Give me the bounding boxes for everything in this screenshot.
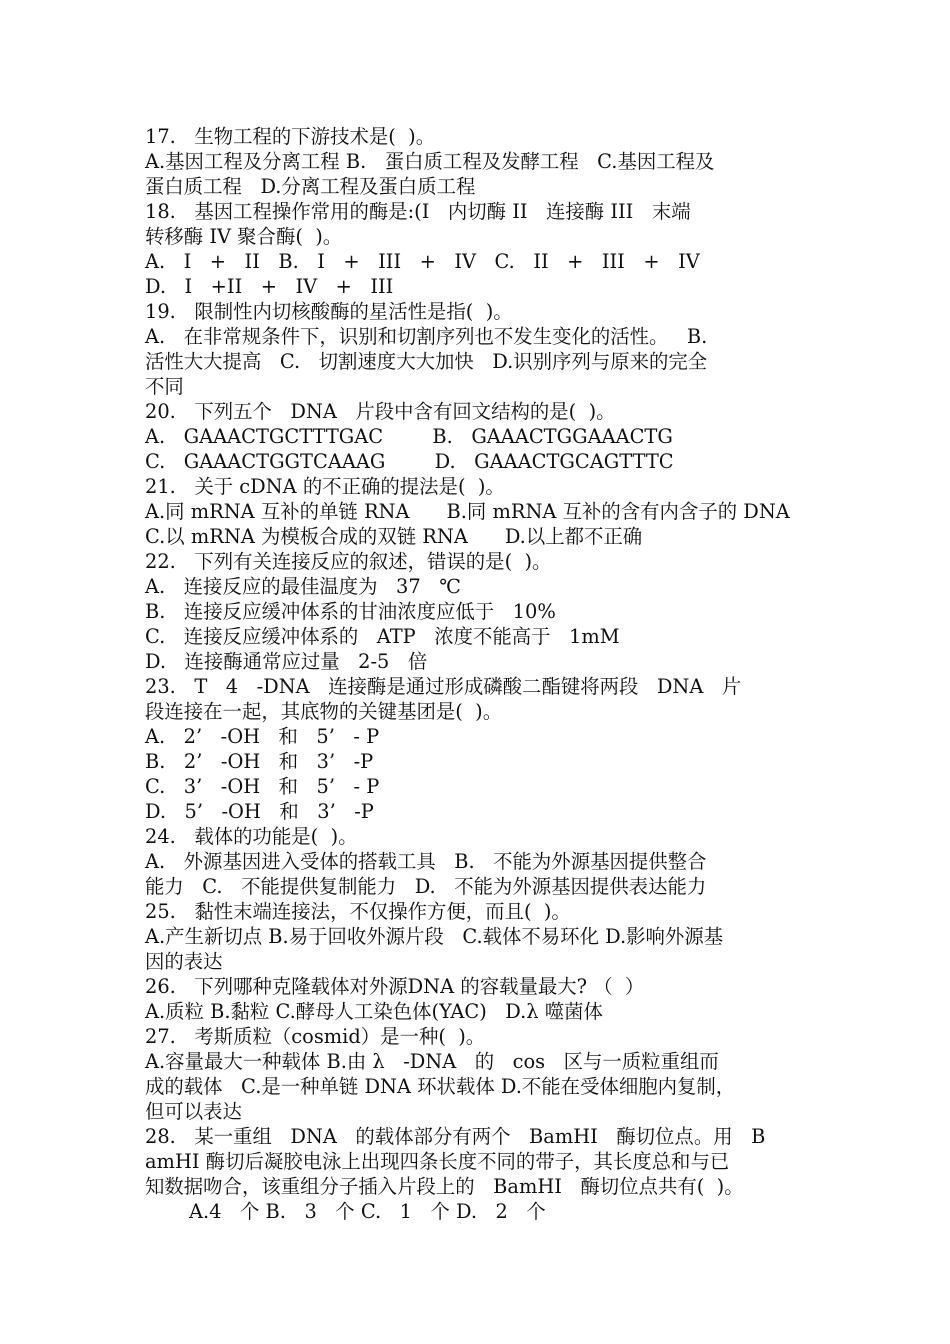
text-line: 转移酶 IV 聚合酶( )。 <box>145 225 343 248</box>
text-line: A. I + II B. I + III + IV C. II + III + IV <box>145 250 700 273</box>
text-line: 但可以表达 <box>145 1100 242 1123</box>
text-line: 23. T 4 -DNA 连接酶是通过形成磷酸二酯键将两段 DNA 片 <box>145 675 742 698</box>
text-line: 知数据吻合，该重组分子插入片段上的 BamHI 酶切位点共有( )。 <box>145 1175 744 1198</box>
text-line: 成的载体 C.是一种单链 DNA 环状载体 D.不能在受体细胞内复制， <box>145 1075 736 1098</box>
text-line: A.质粒 B.黏粒 C.酵母人工染色体(YAC) D.λ 噬菌体 <box>145 1000 603 1023</box>
text-line: C. 3’ -OH 和 5’ - P <box>145 775 380 798</box>
text-line: 25. 黏性末端连接法，不仅操作方便，而且( )。 <box>145 900 571 923</box>
text-line: C. GAAACTGGTCAAAG D. GAAACTGCAGTTTC <box>145 450 674 473</box>
text-line: D. I +II + IV + III <box>145 275 394 298</box>
text-line: 段连接在一起，其底物的关键基团是( )。 <box>145 700 503 723</box>
text-line: 因的表达 <box>145 950 223 973</box>
text-line: A.基因工程及分离工程 B. 蛋白质工程及发酵工程 C.基因工程及 <box>145 150 715 173</box>
text-line: A.容量最大一种载体 B.由 λ -DNA 的 cos 区与一质粒重组而 <box>145 1050 719 1073</box>
text-line: C. 连接反应缓冲体系的 ATP 浓度不能高于 1mM <box>145 625 620 648</box>
text-line: 22. 下列有关连接反应的叙述，错误的是( )。 <box>145 550 552 573</box>
text-line: 不同 <box>145 375 184 398</box>
text-line: C.以 mRNA 为模板合成的双链 RNA D.以上都不正确 <box>145 525 643 548</box>
text-line: 28. 某一重组 DNA 的载体部分有两个 BamHI 酶切位点。用 B <box>145 1125 766 1148</box>
text-line: B. 连接反应缓冲体系的甘油浓度应低于 10% <box>145 600 556 623</box>
text-line: 19. 限制性内切核酸酶的星活性是指( )。 <box>145 300 513 323</box>
text-line: 蛋白质工程 D.分离工程及蛋白质工程 <box>145 175 476 198</box>
text-line: 18. 基因工程操作常用的酶是:(I 内切酶 II 连接酶 III 末端 <box>145 200 691 223</box>
text-line: A. 在非常规条件下，识别和切割序列也不发生变化的活性。 B. <box>145 325 708 348</box>
text-line: A.产生新切点 B.易于回收外源片段 C.载体不易环化 D.影响外源基 <box>145 925 724 948</box>
text-line: D. 连接酶通常应过量 2-5 倍 <box>145 650 428 673</box>
text-line: A. 连接反应的最佳温度为 37 ℃ <box>145 575 461 598</box>
text-line: 27. 考斯质粒（cosmid）是一种( )。 <box>145 1025 486 1048</box>
text-line: A. GAAACTGCTTTGAC B. GAAACTGGAAACTG <box>145 425 673 448</box>
text-line: A.4 个 B. 3 个 C. 1 个 D. 2 个 <box>189 1200 546 1223</box>
text-line: 17. 生物工程的下游技术是( )。 <box>145 125 436 148</box>
text-line: 20. 下列五个 DNA 片段中含有回文结构的是( )。 <box>145 400 616 423</box>
text-line: 24. 载体的功能是( )。 <box>145 825 358 848</box>
text-line: amHI 酶切后凝胶电泳上出现四条长度不同的带子，其长度总和与已 <box>145 1150 730 1173</box>
document-page <box>145 124 815 1224</box>
text-line: A. 外源基因进入受体的搭载工具 B. 不能为外源基因提供整合 <box>145 850 707 873</box>
text-line: 活性大大提高 C. 切割速度大大加快 D.识别序列与原来的完全 <box>145 350 708 373</box>
text-line: 21. 关于 cDNA 的不正确的提法是( )。 <box>145 475 505 498</box>
text-line: A.同 mRNA 互补的单链 RNA B.同 mRNA 互补的含有内含子的 DNA <box>145 500 790 523</box>
text-line: B. 2’ -OH 和 3’ -P <box>145 750 374 773</box>
text-line: D. 5’ -OH 和 3’ -P <box>145 800 374 823</box>
text-line: 26. 下列哪种克隆载体对外源DNA 的容载量最大? （ ） <box>145 975 645 998</box>
text-line: A. 2’ -OH 和 5’ - P <box>145 725 380 748</box>
text-line: 能力 C. 不能提供复制能力 D. 不能为外源基因提供表达能力 <box>145 875 707 898</box>
